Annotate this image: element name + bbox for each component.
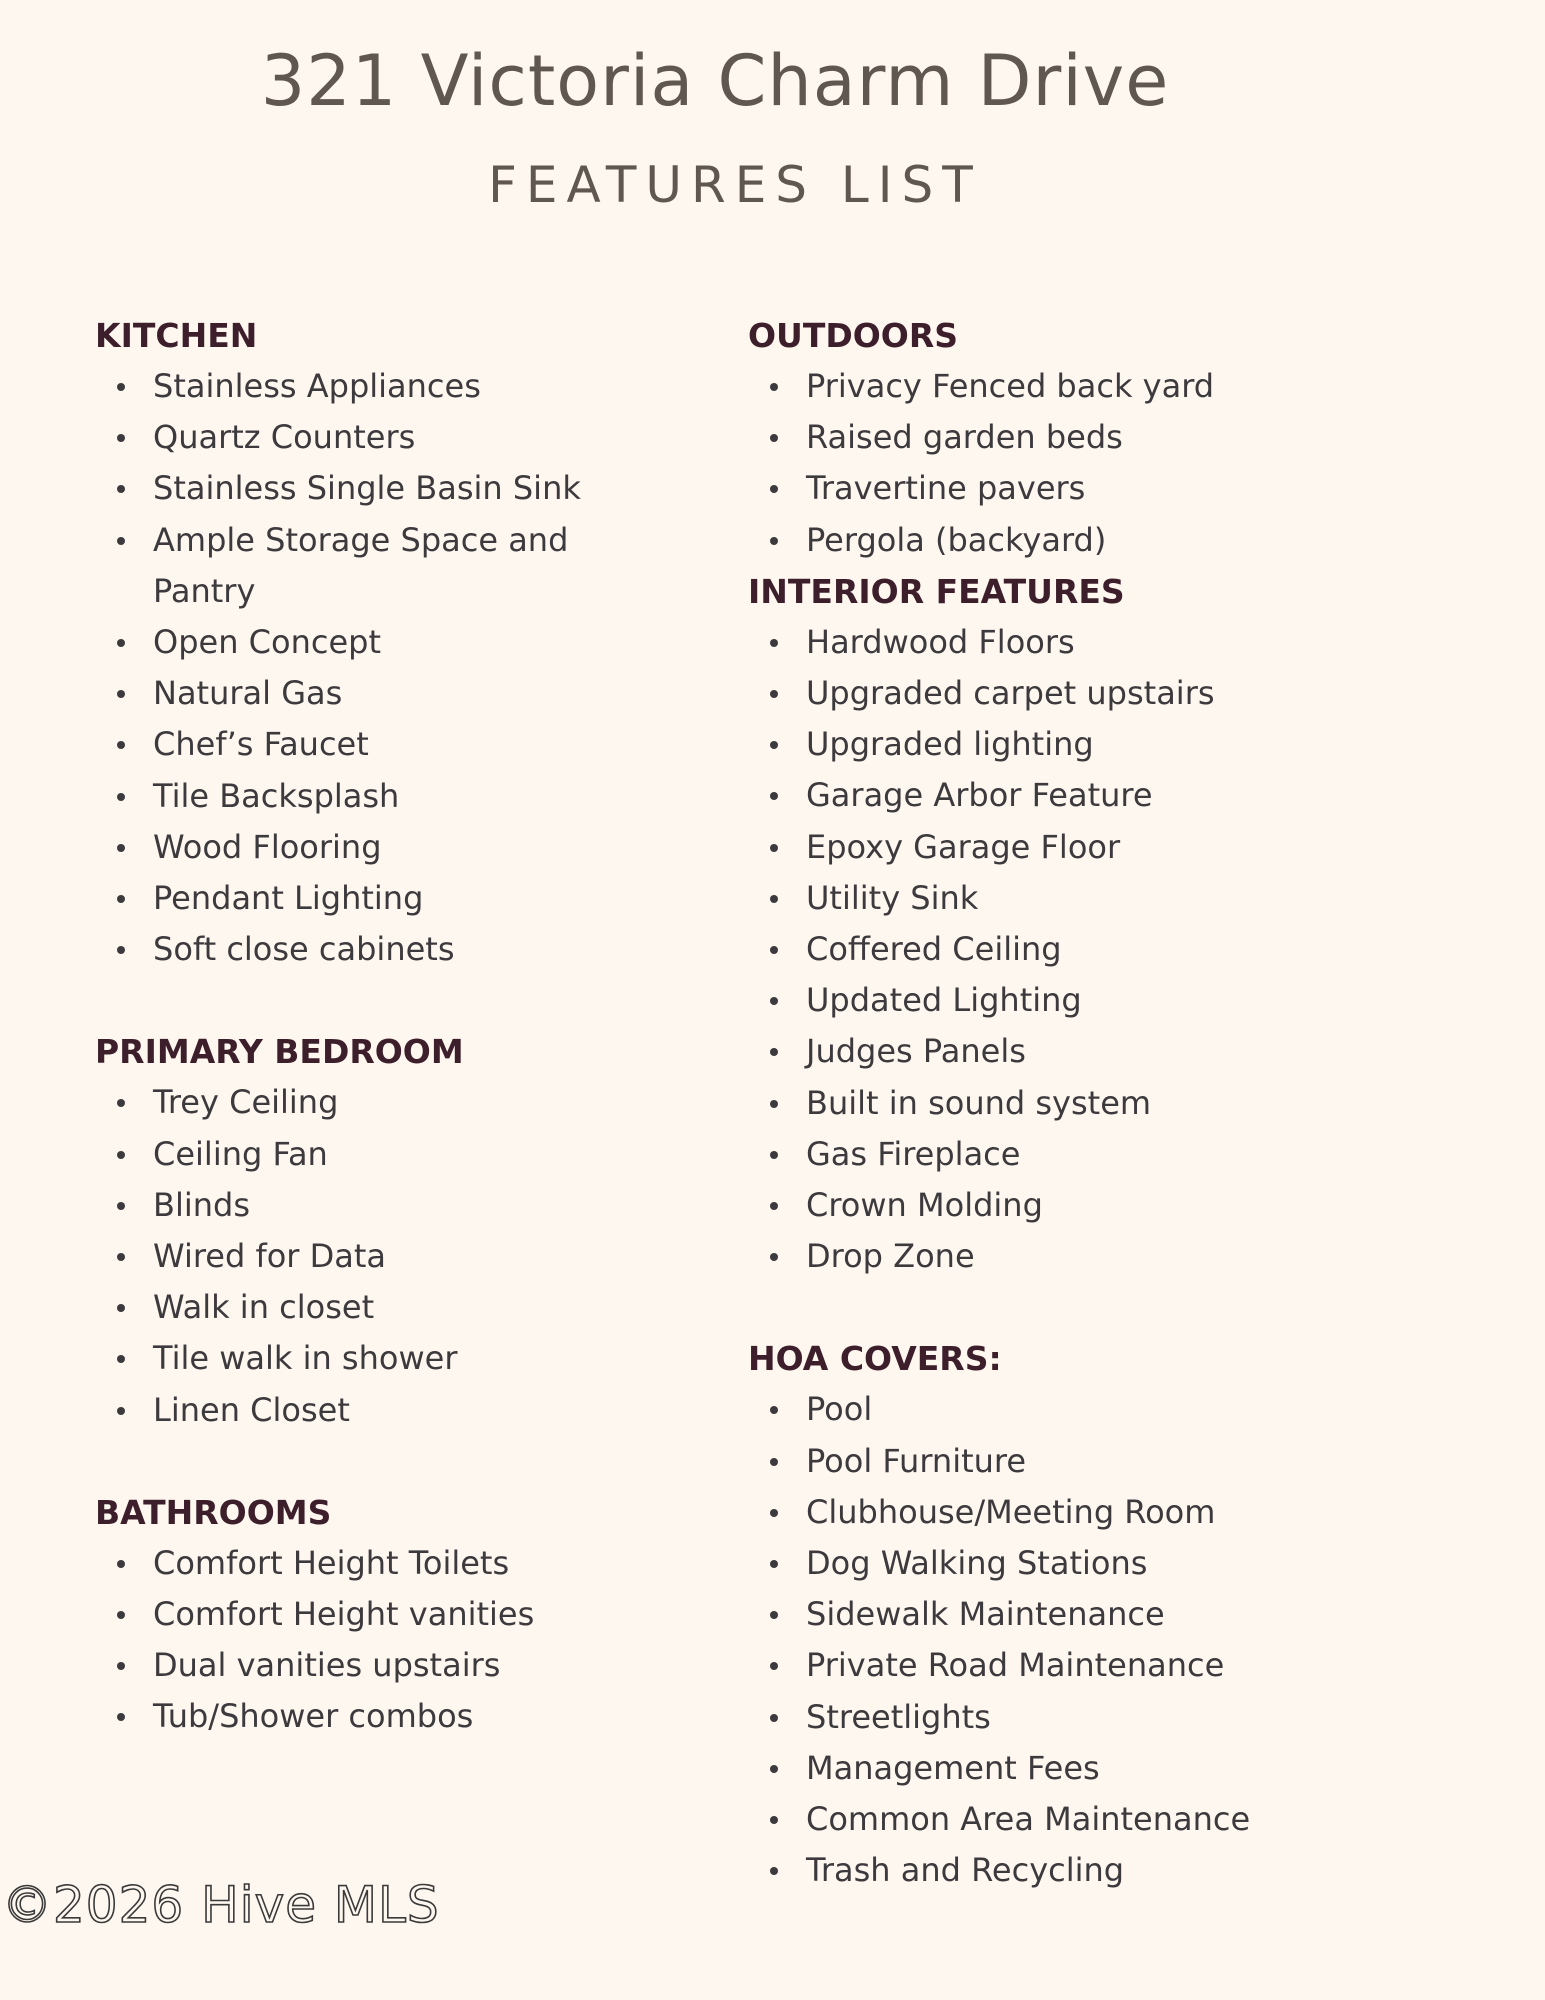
bullet-icon	[770, 1406, 778, 1414]
list-item	[748, 668, 1368, 719]
list-item-label: Crown Molding	[806, 1186, 1043, 1225]
section-bathrooms	[95, 1487, 655, 1743]
list-item-label: Gas Fireplace	[806, 1134, 1021, 1173]
list-item	[748, 1845, 1368, 1896]
bullet-icon	[117, 1253, 125, 1261]
bullet-icon	[770, 1816, 778, 1824]
list-item-label: Walk in closet	[153, 1288, 375, 1327]
list-item-label: Pendant Lighting	[153, 879, 424, 918]
bullet-icon	[770, 1253, 778, 1261]
bullet-icon	[770, 997, 778, 1005]
feature-list	[748, 1384, 1368, 1896]
list-item	[95, 1333, 655, 1384]
list-item	[748, 975, 1368, 1026]
list-item	[95, 822, 655, 873]
list-item-label: Dog Walking Stations	[806, 1544, 1148, 1583]
bullet-icon	[117, 844, 125, 852]
bullet-icon	[770, 537, 778, 545]
list-item	[748, 1692, 1368, 1743]
list-item	[95, 515, 655, 617]
list-item-label: Epoxy Garage Floor	[806, 827, 1121, 866]
list-item	[95, 1129, 655, 1180]
bullet-icon	[117, 1407, 125, 1415]
bullet-icon	[117, 741, 125, 749]
section-heading: OUTDOORS	[748, 316, 959, 355]
list-item-label: Linen Closet	[153, 1390, 350, 1429]
list-item	[95, 1282, 655, 1333]
list-item-label: Wired for Data	[153, 1237, 387, 1276]
bullet-icon	[770, 1509, 778, 1517]
bullet-icon	[770, 1100, 778, 1108]
list-item	[95, 771, 655, 822]
bullet-icon	[117, 690, 125, 698]
list-item	[748, 924, 1368, 975]
list-item-label: Tile Backsplash	[153, 776, 400, 815]
feature-list	[748, 617, 1368, 1283]
bullet-icon	[770, 383, 778, 391]
list-item	[748, 1129, 1368, 1180]
list-item	[95, 668, 655, 719]
list-item	[748, 361, 1368, 412]
list-item	[95, 412, 655, 463]
section-heading: PRIMARY BEDROOM	[95, 1032, 464, 1072]
list-item-label: Built in sound system	[806, 1083, 1152, 1122]
list-item-label: Judges Panels	[806, 1032, 1026, 1071]
list-item	[748, 1180, 1368, 1231]
bullet-icon	[117, 1713, 125, 1721]
list-item-label: Private Road Maintenance	[806, 1646, 1225, 1685]
list-item-label: Streetlights	[806, 1697, 991, 1736]
left-column	[95, 310, 655, 1743]
bullet-icon	[117, 1304, 125, 1312]
list-item-label: Trey Ceiling	[153, 1083, 339, 1122]
list-item-label: Upgraded carpet upstairs	[806, 674, 1215, 713]
list-item	[748, 1231, 1368, 1282]
list-item	[95, 1077, 655, 1128]
bullet-icon	[770, 1458, 778, 1466]
list-item-label: Pool Furniture	[806, 1441, 1027, 1480]
list-item-label: Privacy Fenced back yard	[806, 367, 1215, 405]
page-title: 321 Victoria Charm Drive	[260, 40, 1170, 122]
bullet-icon	[117, 946, 125, 954]
feature-list	[95, 1077, 655, 1435]
list-item-label: Coffered Ceiling	[806, 930, 1062, 969]
bullet-icon	[770, 792, 778, 800]
list-item-label: Tub/Shower combos	[153, 1697, 474, 1736]
list-item-label: Dual vanities upstairs	[153, 1646, 501, 1685]
list-item	[748, 1436, 1368, 1487]
list-item	[95, 719, 655, 770]
list-item	[95, 1640, 655, 1691]
bullet-icon	[770, 1202, 778, 1210]
list-item	[95, 1231, 655, 1282]
list-item	[95, 617, 655, 668]
list-item-label: Management Fees	[806, 1748, 1100, 1787]
list-item	[95, 361, 655, 412]
bullet-icon	[117, 1355, 125, 1363]
bullet-icon	[117, 485, 125, 493]
page-subtitle: FEATURES LIST	[488, 156, 982, 214]
bullet-icon	[770, 1662, 778, 1670]
feature-list	[95, 361, 655, 975]
bullet-icon	[770, 1611, 778, 1619]
list-item-label: Pergola (backyard)	[806, 520, 1107, 559]
list-item	[748, 1538, 1368, 1589]
list-item-label: Stainless Appliances	[153, 367, 481, 405]
list-item	[748, 719, 1368, 770]
list-item-label: Travertine pavers	[806, 469, 1086, 508]
list-item-label: Tile walk in shower	[153, 1339, 458, 1378]
list-item-label: Trash and Recycling	[806, 1851, 1125, 1890]
list-item	[748, 463, 1368, 514]
bullet-icon	[117, 1099, 125, 1107]
list-item-label: Open Concept	[153, 623, 381, 662]
bullet-icon	[770, 690, 778, 698]
section-heading: INTERIOR FEATURES	[748, 571, 1125, 611]
list-item	[95, 463, 655, 514]
list-item	[95, 1538, 655, 1589]
feature-list	[95, 1538, 655, 1743]
list-item-label: Blinds	[153, 1185, 250, 1224]
section-outdoors	[748, 310, 1368, 566]
list-item	[95, 924, 655, 975]
list-item-label: Quartz Counters	[153, 418, 416, 457]
bullet-icon	[770, 1048, 778, 1056]
list-item	[748, 1026, 1368, 1077]
list-item-label: Hardwood Floors	[806, 622, 1075, 661]
copyright-watermark: ©2026 Hive MLS	[2, 1876, 440, 1934]
list-item-label: Utility Sink	[806, 878, 979, 917]
list-item	[748, 1487, 1368, 1538]
feature-list	[748, 361, 1368, 566]
list-item-label: Ample Storage Space and Pantry	[153, 520, 569, 610]
list-item	[95, 1180, 655, 1231]
bullet-icon	[770, 1151, 778, 1159]
list-item-label: Garage Arbor Feature	[806, 776, 1153, 815]
section-hoa-covers	[748, 1333, 1368, 1896]
list-item-label: Stainless Single Basin Sink	[153, 469, 581, 508]
bullet-icon	[770, 946, 778, 954]
bullet-icon	[117, 434, 125, 442]
list-item	[95, 1691, 655, 1742]
list-item-label: Common Area Maintenance	[806, 1800, 1251, 1839]
list-item	[95, 1385, 655, 1436]
list-item	[748, 1640, 1368, 1691]
list-item-label: Comfort Height vanities	[153, 1595, 535, 1634]
bullet-icon	[117, 639, 125, 647]
list-item	[748, 412, 1368, 463]
bullet-icon	[770, 741, 778, 749]
list-item-label: Drop Zone	[806, 1237, 975, 1276]
list-item	[95, 873, 655, 924]
bullet-icon	[117, 1662, 125, 1670]
list-item-label: Clubhouse/Meeting Room	[806, 1492, 1216, 1531]
bullet-icon	[770, 1867, 778, 1875]
bullet-icon	[770, 1714, 778, 1722]
list-item	[748, 1384, 1368, 1435]
right-column	[748, 310, 1368, 1896]
bullet-icon	[770, 434, 778, 442]
bullet-icon	[770, 1765, 778, 1773]
list-item-label: Soft close cabinets	[153, 930, 455, 969]
list-item-label: Upgraded lighting	[806, 725, 1094, 764]
list-item	[95, 1589, 655, 1640]
bullet-icon	[770, 485, 778, 493]
list-item-label: Wood Flooring	[153, 827, 382, 866]
list-item	[748, 822, 1368, 873]
bullet-icon	[770, 895, 778, 903]
section-kitchen	[95, 310, 655, 975]
section-primary-bedroom	[95, 1026, 655, 1435]
list-item-label: Sidewalk Maintenance	[806, 1595, 1165, 1634]
list-item	[748, 617, 1368, 668]
bullet-icon	[117, 383, 125, 391]
bullet-icon	[117, 537, 125, 545]
bullet-icon	[117, 1202, 125, 1210]
bullet-icon	[117, 895, 125, 903]
list-item	[748, 873, 1368, 924]
list-item	[748, 1743, 1368, 1794]
list-item	[748, 1078, 1368, 1129]
bullet-icon	[117, 1611, 125, 1619]
list-item	[748, 770, 1368, 821]
list-item-label: Ceiling Fan	[153, 1134, 328, 1173]
list-item	[748, 1589, 1368, 1640]
list-item-label: Comfort Height Toilets	[153, 1543, 510, 1582]
list-item-label: Updated Lighting	[806, 981, 1082, 1020]
section-interior-features	[748, 566, 1368, 1283]
bullet-icon	[117, 1560, 125, 1568]
bullet-icon	[770, 1560, 778, 1568]
section-heading: HOA COVERS:	[748, 1339, 1002, 1379]
list-item	[748, 1794, 1368, 1845]
list-item-label: Raised garden beds	[806, 418, 1123, 457]
bullet-icon	[117, 793, 125, 801]
bullet-icon	[770, 639, 778, 647]
list-item-label: Chef’s Faucet	[153, 725, 369, 764]
section-heading: KITCHEN	[95, 316, 258, 355]
bullet-icon	[117, 1151, 125, 1159]
list-item-label: Pool	[806, 1390, 873, 1429]
bullet-icon	[770, 844, 778, 852]
list-item-label: Natural Gas	[153, 674, 343, 713]
list-item	[748, 515, 1368, 566]
section-heading: BATHROOMS	[95, 1492, 332, 1532]
